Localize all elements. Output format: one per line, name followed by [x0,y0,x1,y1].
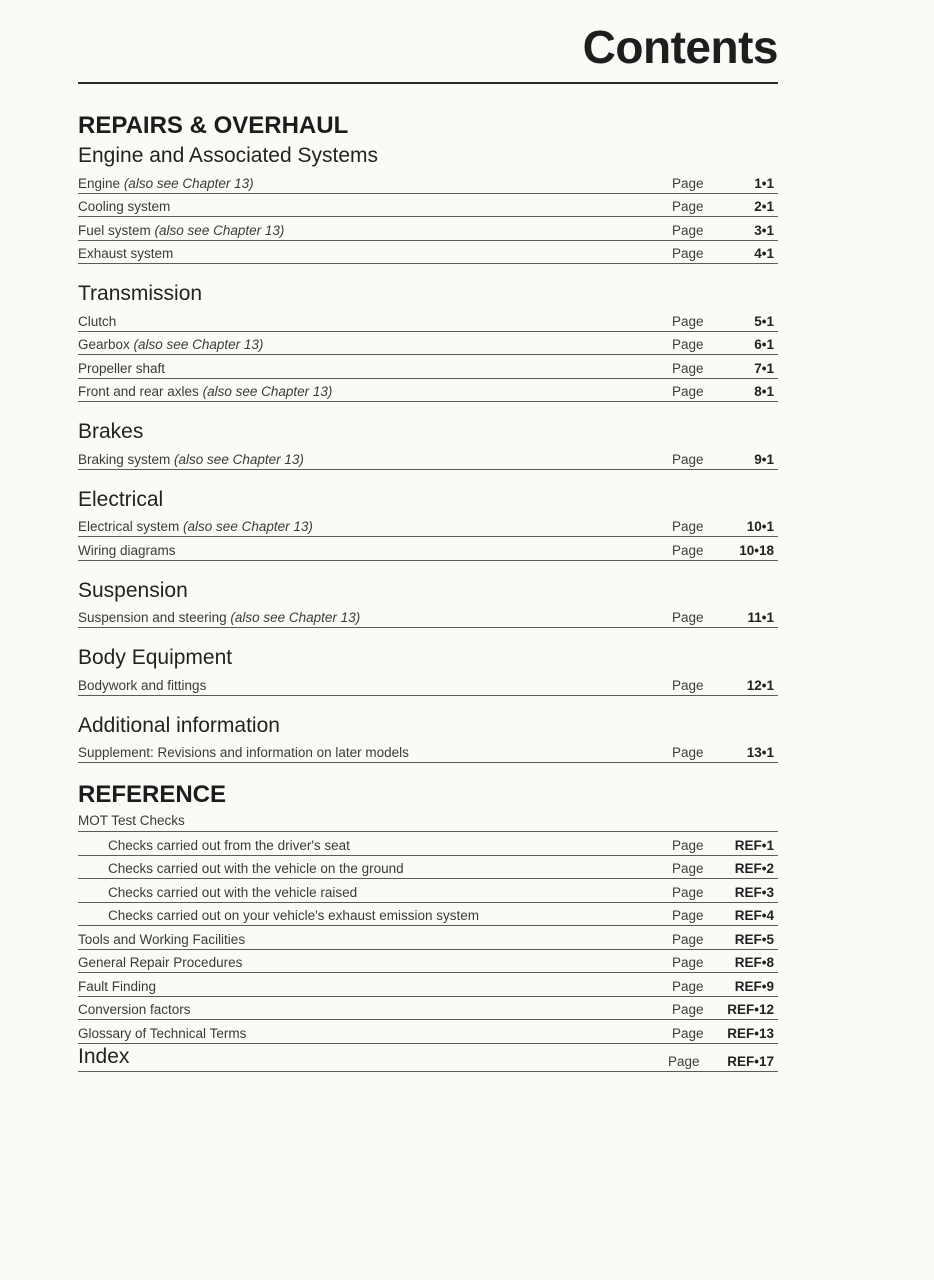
section-title: Brakes [78,420,144,443]
entry-title: Clutch [78,313,117,329]
toc-entry[interactable] [78,355,778,379]
entry-label: Checks carried out with the vehicle raised [108,884,358,900]
section-title: Suspension [78,578,188,602]
mot-test-checks-title: MOT Test Checks [78,813,185,828]
entry-title: Fuel system [78,222,151,238]
reference-items [78,926,778,1044]
toc-entry[interactable] [78,926,778,950]
entry-title: Propeller shaft [78,360,166,376]
page-word: Page [672,884,704,900]
page-word: Page [672,931,704,947]
page-word: Page [672,908,704,923]
entry-label: Checks carried out from the driver's seat [108,837,350,853]
section-title: Electrical [78,487,164,511]
page-word: Page [672,1025,704,1041]
page-word: Page [672,837,704,853]
entry-note: (also see Chapter 13) [230,610,361,625]
entry-title: Bodywork and fittings [78,677,207,693]
section-title: Body Equipment [78,646,233,669]
entry-label: General Repair Procedures [78,955,243,970]
toc-entry[interactable] [78,605,778,629]
title-rule [78,82,778,84]
entry-label [78,176,672,191]
page-number: REF•1 [734,837,774,853]
entry-note: (also see Chapter 13) [123,175,254,191]
page-number: 2•1 [754,199,774,214]
entry-label: Fault Finding [78,978,157,994]
page-number: 7•1 [754,360,774,376]
entry-title: Engine [78,175,121,191]
page-number: 12•1 [746,677,774,693]
index-entry[interactable] [78,1044,778,1072]
toc-entry[interactable] [78,832,778,856]
page-number: 13•1 [746,745,774,760]
toc-entry[interactable] [78,997,778,1021]
toc-entry[interactable] [78,194,778,218]
page-number: REF•8 [734,955,774,970]
entry-label [78,519,672,534]
entry-label [78,337,672,352]
page-word: Page [672,677,704,693]
page-word: Page [672,978,704,994]
page-word: Page [672,519,704,534]
entry-label: Tools and Working Facilities [78,931,246,947]
entry-title: Braking system [78,451,171,467]
page-number: REF•13 [727,1025,774,1041]
section-title: Engine and Associated Systems [78,144,379,167]
page-word: Page [672,955,704,970]
entry-note: (also see Chapter 13) [183,519,313,534]
entry-title: Gearbox [78,337,130,352]
section-title: Transmission [78,282,203,305]
toc-entry[interactable] [78,308,778,332]
page-number: 1•1 [754,175,774,191]
page-word: Page [672,1002,704,1017]
entry-label [78,223,672,238]
page-word: Page [672,610,704,625]
entry-title: Electrical system [78,519,180,534]
page-number: REF•17 [727,1053,774,1069]
page-number: 5•1 [754,313,774,329]
toc-entry[interactable] [78,241,778,265]
toc-entry[interactable] [78,170,778,194]
page-number: REF•12 [727,1002,774,1017]
page-number: REF•5 [734,931,774,947]
toc-entry[interactable] [78,740,778,764]
entry-label [78,246,672,261]
entry-label [78,745,672,760]
entry-label [78,452,672,467]
page-number: 11•1 [747,610,774,625]
contents-body [78,110,778,1072]
toc-entry[interactable] [78,537,778,561]
entry-note: (also see Chapter 13) [174,451,304,467]
page-word: Page [672,222,704,238]
page-number: 10•18 [739,542,774,558]
entry-label [78,314,672,329]
toc-entry[interactable] [78,217,778,241]
page-word: Page [672,451,704,467]
page-number: REF•3 [734,884,774,900]
entry-label: Checks carried out with the vehicle on the ground [108,861,404,876]
entry-label [78,384,672,399]
page-word: Page [672,313,704,329]
page-word: Page [672,384,704,399]
toc-entry[interactable] [78,950,778,974]
entry-label: Conversion factors [78,1002,191,1017]
entry-label [78,678,672,693]
page-number: 8•1 [754,384,774,399]
page-title: Contents [582,21,778,73]
toc-entry[interactable] [78,903,778,927]
entry-title: Supplement: Revisions and information on later models [78,745,409,760]
page-word: Page [672,745,704,760]
entry-title: Cooling system [78,199,171,214]
toc-entry[interactable] [78,973,778,997]
page-number: 4•1 [754,246,774,261]
entry-title: Front and rear axles [78,384,199,399]
entry-title: Exhaust system [78,246,174,261]
repairs-heading: REPAIRS & OVERHAUL [78,112,349,139]
toc-entry[interactable] [78,1020,778,1044]
page-word: Page [672,337,704,352]
reference-heading: REFERENCE [78,781,227,808]
page-number: REF•9 [734,978,774,994]
toc-entry[interactable] [78,446,778,470]
entry-label [78,361,672,376]
page-number: 10•1 [746,519,774,534]
entry-label [78,543,672,558]
entry-label [78,610,672,625]
entry-label [78,199,672,214]
page-word: Page [672,175,704,191]
entry-note: (also see Chapter 13) [154,222,285,238]
page-word: Page [668,1053,700,1069]
entry-note: (also see Chapter 13) [133,337,264,352]
page-word: Page [672,861,704,876]
entry-label: Glossary of Technical Terms [78,1025,247,1041]
page-number: REF•4 [734,908,774,923]
entry-title: Suspension and steering [78,610,227,625]
section-title: Additional information [78,713,280,737]
page-number: REF•2 [734,861,774,876]
toc-entry[interactable] [78,514,778,538]
toc-entry[interactable] [78,332,778,356]
mot-items [78,831,778,926]
page-word: Page [672,360,704,376]
page-number: 9•1 [754,451,774,467]
page-word: Page [672,199,704,214]
toc-entry[interactable] [78,879,778,903]
entry-note: (also see Chapter 13) [202,384,333,399]
toc-entry[interactable] [78,856,778,880]
toc-entry[interactable] [78,672,778,696]
repairs-sections [78,142,778,763]
page-word: Page [672,246,704,261]
page-number: 3•1 [754,222,774,238]
page-word: Page [672,542,704,558]
index-label: Index [78,1044,130,1068]
page-number: 6•1 [754,337,774,352]
toc-entry[interactable] [78,379,778,403]
entry-title: Wiring diagrams [78,542,176,558]
entry-label: Checks carried out on your vehicle's exhaust emission system [108,908,479,923]
